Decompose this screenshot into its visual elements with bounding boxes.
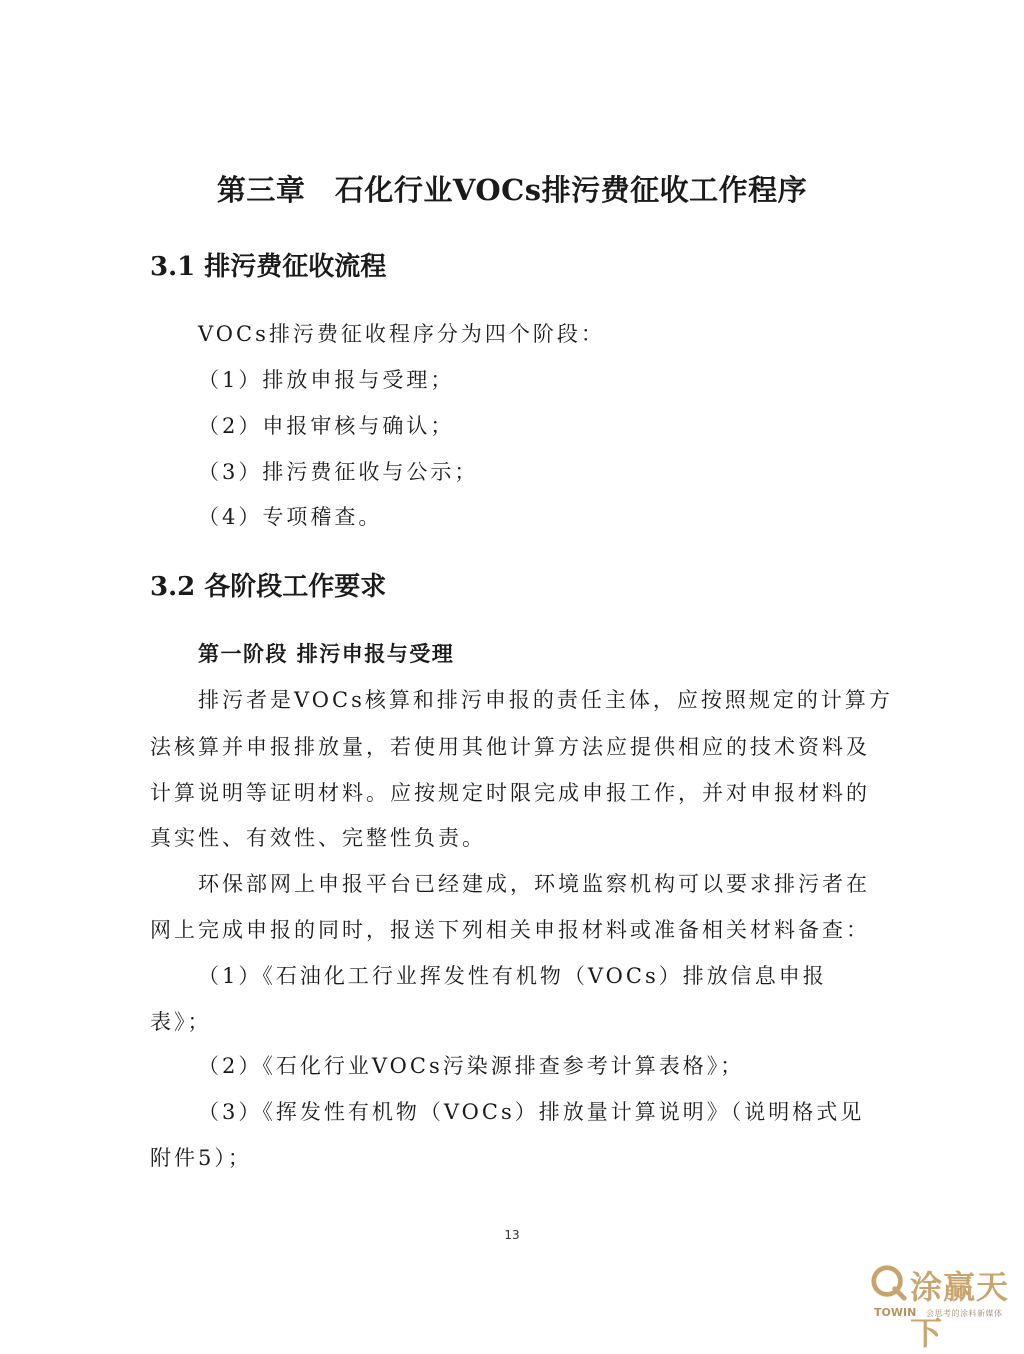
process-step: （1）排放申报与受理； bbox=[198, 368, 455, 392]
page-number: 13 bbox=[504, 1228, 520, 1242]
paragraph-line: 环保部网上申报平台已经建成，环境监察机构可以要求排污者在 bbox=[198, 872, 870, 896]
watermark-brand: TOWIN bbox=[874, 1306, 917, 1319]
stage-title: 第一阶段 排污申报与受理 bbox=[198, 641, 455, 666]
process-intro: VOCs排污费征收程序分为四个阶段： bbox=[198, 322, 605, 346]
process-step: （4）专项稽查。 bbox=[198, 505, 383, 529]
material-item: （1）《石油化工行业挥发性有机物（VOCs）排放信息申报 bbox=[198, 964, 827, 988]
towin-logo-icon bbox=[870, 1264, 908, 1302]
paragraph-line: 排污者是VOCs核算和排污申报的责任主体，应按照规定的计算方 bbox=[198, 688, 893, 712]
section-heading-3-2: 3.2 各阶段工作要求 bbox=[150, 572, 387, 602]
paragraph-line: 网上完成申报的同时，报送下列相关申报材料或准备相关材料备查： bbox=[150, 918, 870, 942]
paragraph-line: 真实性、有效性、完整性负责。 bbox=[150, 826, 486, 850]
paragraph-line: 计算说明等证明材料。应按规定时限完成申报工作，并对申报材料的 bbox=[150, 781, 870, 805]
material-item: （3）《挥发性有机物（VOCs）排放量计算说明》（说明格式见 bbox=[198, 1100, 865, 1124]
watermark bbox=[868, 1260, 1024, 1352]
section-heading-3-1: 3.1 排污费征收流程 bbox=[150, 252, 387, 282]
material-item: 附件5）； bbox=[150, 1146, 252, 1170]
material-item: 表》； bbox=[150, 1010, 212, 1034]
paragraph-line: 法核算并申报排放量，若使用其他计算方法应提供相应的技术资料及 bbox=[150, 735, 870, 759]
watermark-title: 涂赢天下 bbox=[910, 1268, 1010, 1352]
chapter-title: 第三章 石化行业VOCs排污费征收工作程序 bbox=[216, 173, 808, 207]
material-item: （2）《石化行业VOCs污染源排查参考计算表格》； bbox=[198, 1054, 745, 1078]
watermark-tagline: 会思考的涂料新媒体 bbox=[926, 1309, 1003, 1318]
process-step: （2）申报审核与确认； bbox=[198, 414, 455, 438]
process-step: （3）排污费征收与公示； bbox=[198, 460, 479, 484]
